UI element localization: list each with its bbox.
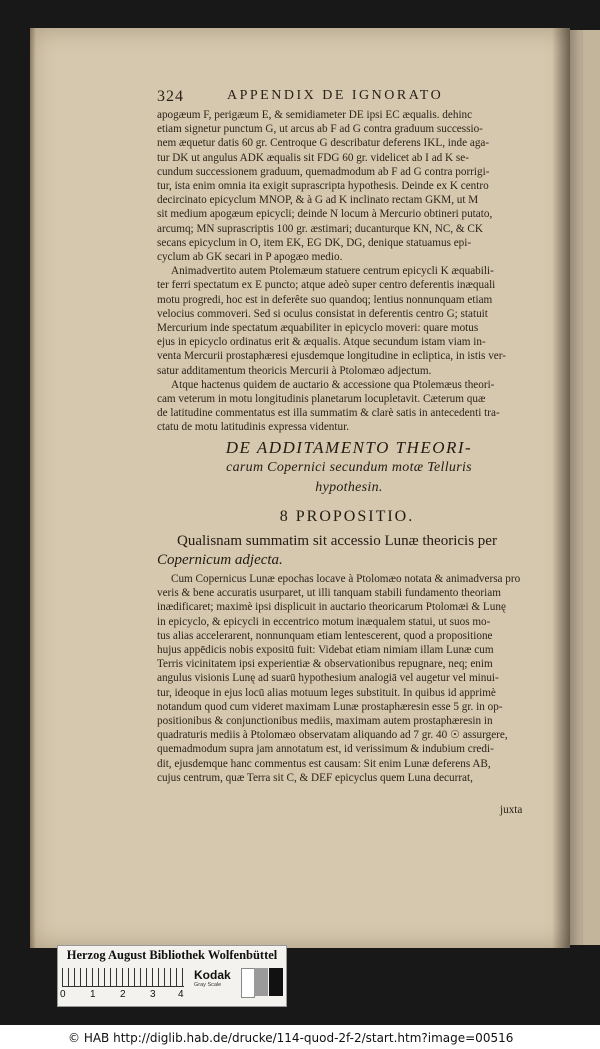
ruler-labels	[60, 989, 190, 1003]
text-line: positionibus & conjunctionibus mediis, maximam autem prostaphæresin in	[157, 715, 493, 728]
kodak-subtitle: Gray Scale	[194, 982, 222, 988]
text-line: notandum quod cum videret maximam Lunæ prostaphæresin esse 5 gr. in op-	[157, 700, 503, 713]
text-line: etiam signetur punctum G, ut arcus ab F ad G contra graduum successio-	[157, 123, 483, 136]
ruler-label-2: 2	[120, 989, 126, 1000]
text-line: ejus in epicyclo ordinatus erit & æqualis. Atque secundum istam viam in-	[157, 336, 486, 349]
catchword: juxta	[500, 804, 523, 816]
gray-patch-mid	[254, 968, 268, 996]
text-line: apogæum F, perigæum E, & semidiameter DE ipsi EC æqualis. dehinc	[157, 109, 473, 121]
scale-ruler	[62, 968, 184, 987]
text-line: cujus centrum, quæ Terra sit C, & DEF epicyclus quem Luna decurrat,	[157, 771, 473, 784]
text-line: sit medium apogæum epicycli; deinde N locum à Mercurio obtineri putato,	[157, 208, 493, 221]
text-line: Terris vicinitatem ipsi experientiæ & observationibus repugnare, neq; enim	[157, 658, 493, 671]
color-calibration-card	[57, 945, 287, 1007]
section-title	[160, 438, 538, 498]
text-line: dit, ejusdemque hanc commentus est causam: Sit enim Lunæ deferens AB,	[157, 757, 491, 770]
text-line: tur DK ut angulus ADK æqualis sit FDG 60 gr. videlicet ab I ad K se-	[157, 151, 469, 164]
text-line: satur additamentum theoricis Mercurii à Ptolomæo adjectum.	[157, 364, 432, 377]
text-line: tus alias accelerarent, nonnunquam etiam lentescerent, quod a propositione	[157, 629, 493, 642]
card-title: Herzog August Bibliothek Wolfenbüttel	[66, 948, 278, 962]
text-line: hujus appēdicis nobis expositū fuit: Videbat etiam nimiam illam Lunæ cum	[157, 644, 494, 657]
gray-patch-black	[269, 968, 283, 996]
running-head-title: APPENDIX DE IGNORATO	[227, 88, 444, 103]
text-line: velocius commoveri. Sed si oculus consistat in deferentis centro G; statuit	[157, 307, 488, 320]
text-block-bottom	[157, 572, 537, 802]
text-line: decircinato epicyclum MNOP, & à G ad K inclinato rectam GKM, ut M	[157, 194, 479, 207]
text-line: quemadmodum supra jam annotatum est, id verissimum & indubium credi-	[157, 743, 494, 756]
text-line: secans epicyclum in O, item EK, EG DK, DG, denique statuamus epi-	[157, 236, 472, 249]
question-line-2: Copernicum adjecta.	[157, 552, 283, 568]
text-line: venta Mercurii prostaphæresi ejusdemque longitudine in ecliptica, in istis ver-	[157, 350, 506, 363]
text-block-top	[157, 108, 537, 434]
running-header	[157, 88, 537, 108]
section-title-line-2: carum Copernici secundum motæ Telluris	[226, 460, 472, 475]
text-line: Animadvertito autem Ptolemæum statuere centrum epicycli K æquabili-	[171, 265, 494, 278]
proposition-question	[157, 532, 537, 570]
ruler-label-3: 3	[150, 989, 156, 1000]
text-line: de latitudine commentatus est illa summatim & clarè satis in antecedenti tra-	[157, 407, 500, 420]
text-line: motu progredi, hoc est in deferête suo quandoq; lentius nonnunquam etiam	[157, 293, 493, 306]
text-line: cundum successionem graduum, quemadmodum ab F ad G contra porrigi-	[157, 165, 490, 178]
text-line: arcumq; MN suprascriptis 100 gr. æstimari; ducanturque KN, NC, & CK	[157, 222, 483, 235]
page-shadow-left	[30, 28, 36, 948]
text-line: nem æquetur datis 60 gr. Centroque G describatur deferens IKL, inde aga-	[157, 137, 490, 150]
next-page-strip	[583, 30, 600, 945]
section-title-line-1: DE ADDITAMENTO THEORI-	[225, 438, 473, 457]
page-number: 324	[157, 88, 184, 105]
page-gutter	[552, 28, 570, 948]
text-line: cyclum ab GK secari in P apogæo medio.	[157, 251, 343, 264]
text-line: tur, ideoque in ejus locū alias motuum leges substituit. In quibus id apprimè	[157, 686, 496, 699]
ruler-label-0: 0	[60, 989, 66, 1000]
text-line: veris & bene accuratis usurparet, ut illi tanquam stabili fundamento theoriam	[157, 587, 501, 600]
text-line: ter ferri spectatum ex E puncto; atque adeò super centro deferentis inæquali	[157, 279, 496, 292]
credit-line: © HAB http://diglib.hab.de/drucke/114-quod-2f-2/start.htm?image=00516	[68, 1031, 514, 1045]
text-line: in epicyclo, & epicycli in eccentrico motum inæqualem statui, ut suos mo-	[157, 615, 491, 628]
section-title-line-3: hypothesin.	[315, 480, 383, 495]
text-line: Mercurium inde spectatum æquabiliter in epicyclo moveri: quare motus	[157, 322, 479, 335]
text-line: ctatu de motu latitudinis expressa videntur.	[157, 421, 350, 434]
text-line: cam veterum in motu longitudinis planetarum locupletavit. Cæterum quæ	[157, 393, 486, 406]
gray-patch-white	[241, 968, 255, 998]
proposition-heading: 8 PROPOSITIO.	[279, 508, 415, 525]
text-line: Atque hactenus quidem de auctario & accessione qua Ptolemæus theori-	[171, 378, 495, 391]
text-line: quadraturis mediis à Ptolomæo observatam aliquando ad 7 gr. 40 ☉ assurgere,	[157, 729, 508, 742]
text-line: tur, ista enim omnia ita exigit suprascripta hypothesis. Deinde ex K centro	[157, 180, 489, 193]
text-line: Cum Copernicus Lunæ epochas locave à Ptolomæo notata & animadversa pro	[171, 573, 521, 585]
ruler-label-4: 4	[178, 989, 184, 1000]
text-line: inædificaret; maximè ipsi displicuit in auctario theoricarum Ptolomæi & Lunę	[157, 601, 506, 614]
question-line-1: Qualisnam summatim sit accessio Lunæ theoricis per	[177, 533, 497, 549]
kodak-brand: Kodak	[194, 968, 231, 982]
ruler-label-1: 1	[90, 989, 96, 1000]
text-line: angulus visionis Lunę ad suarū hypothesium analogiā vel augetur vel minui-	[157, 672, 499, 685]
